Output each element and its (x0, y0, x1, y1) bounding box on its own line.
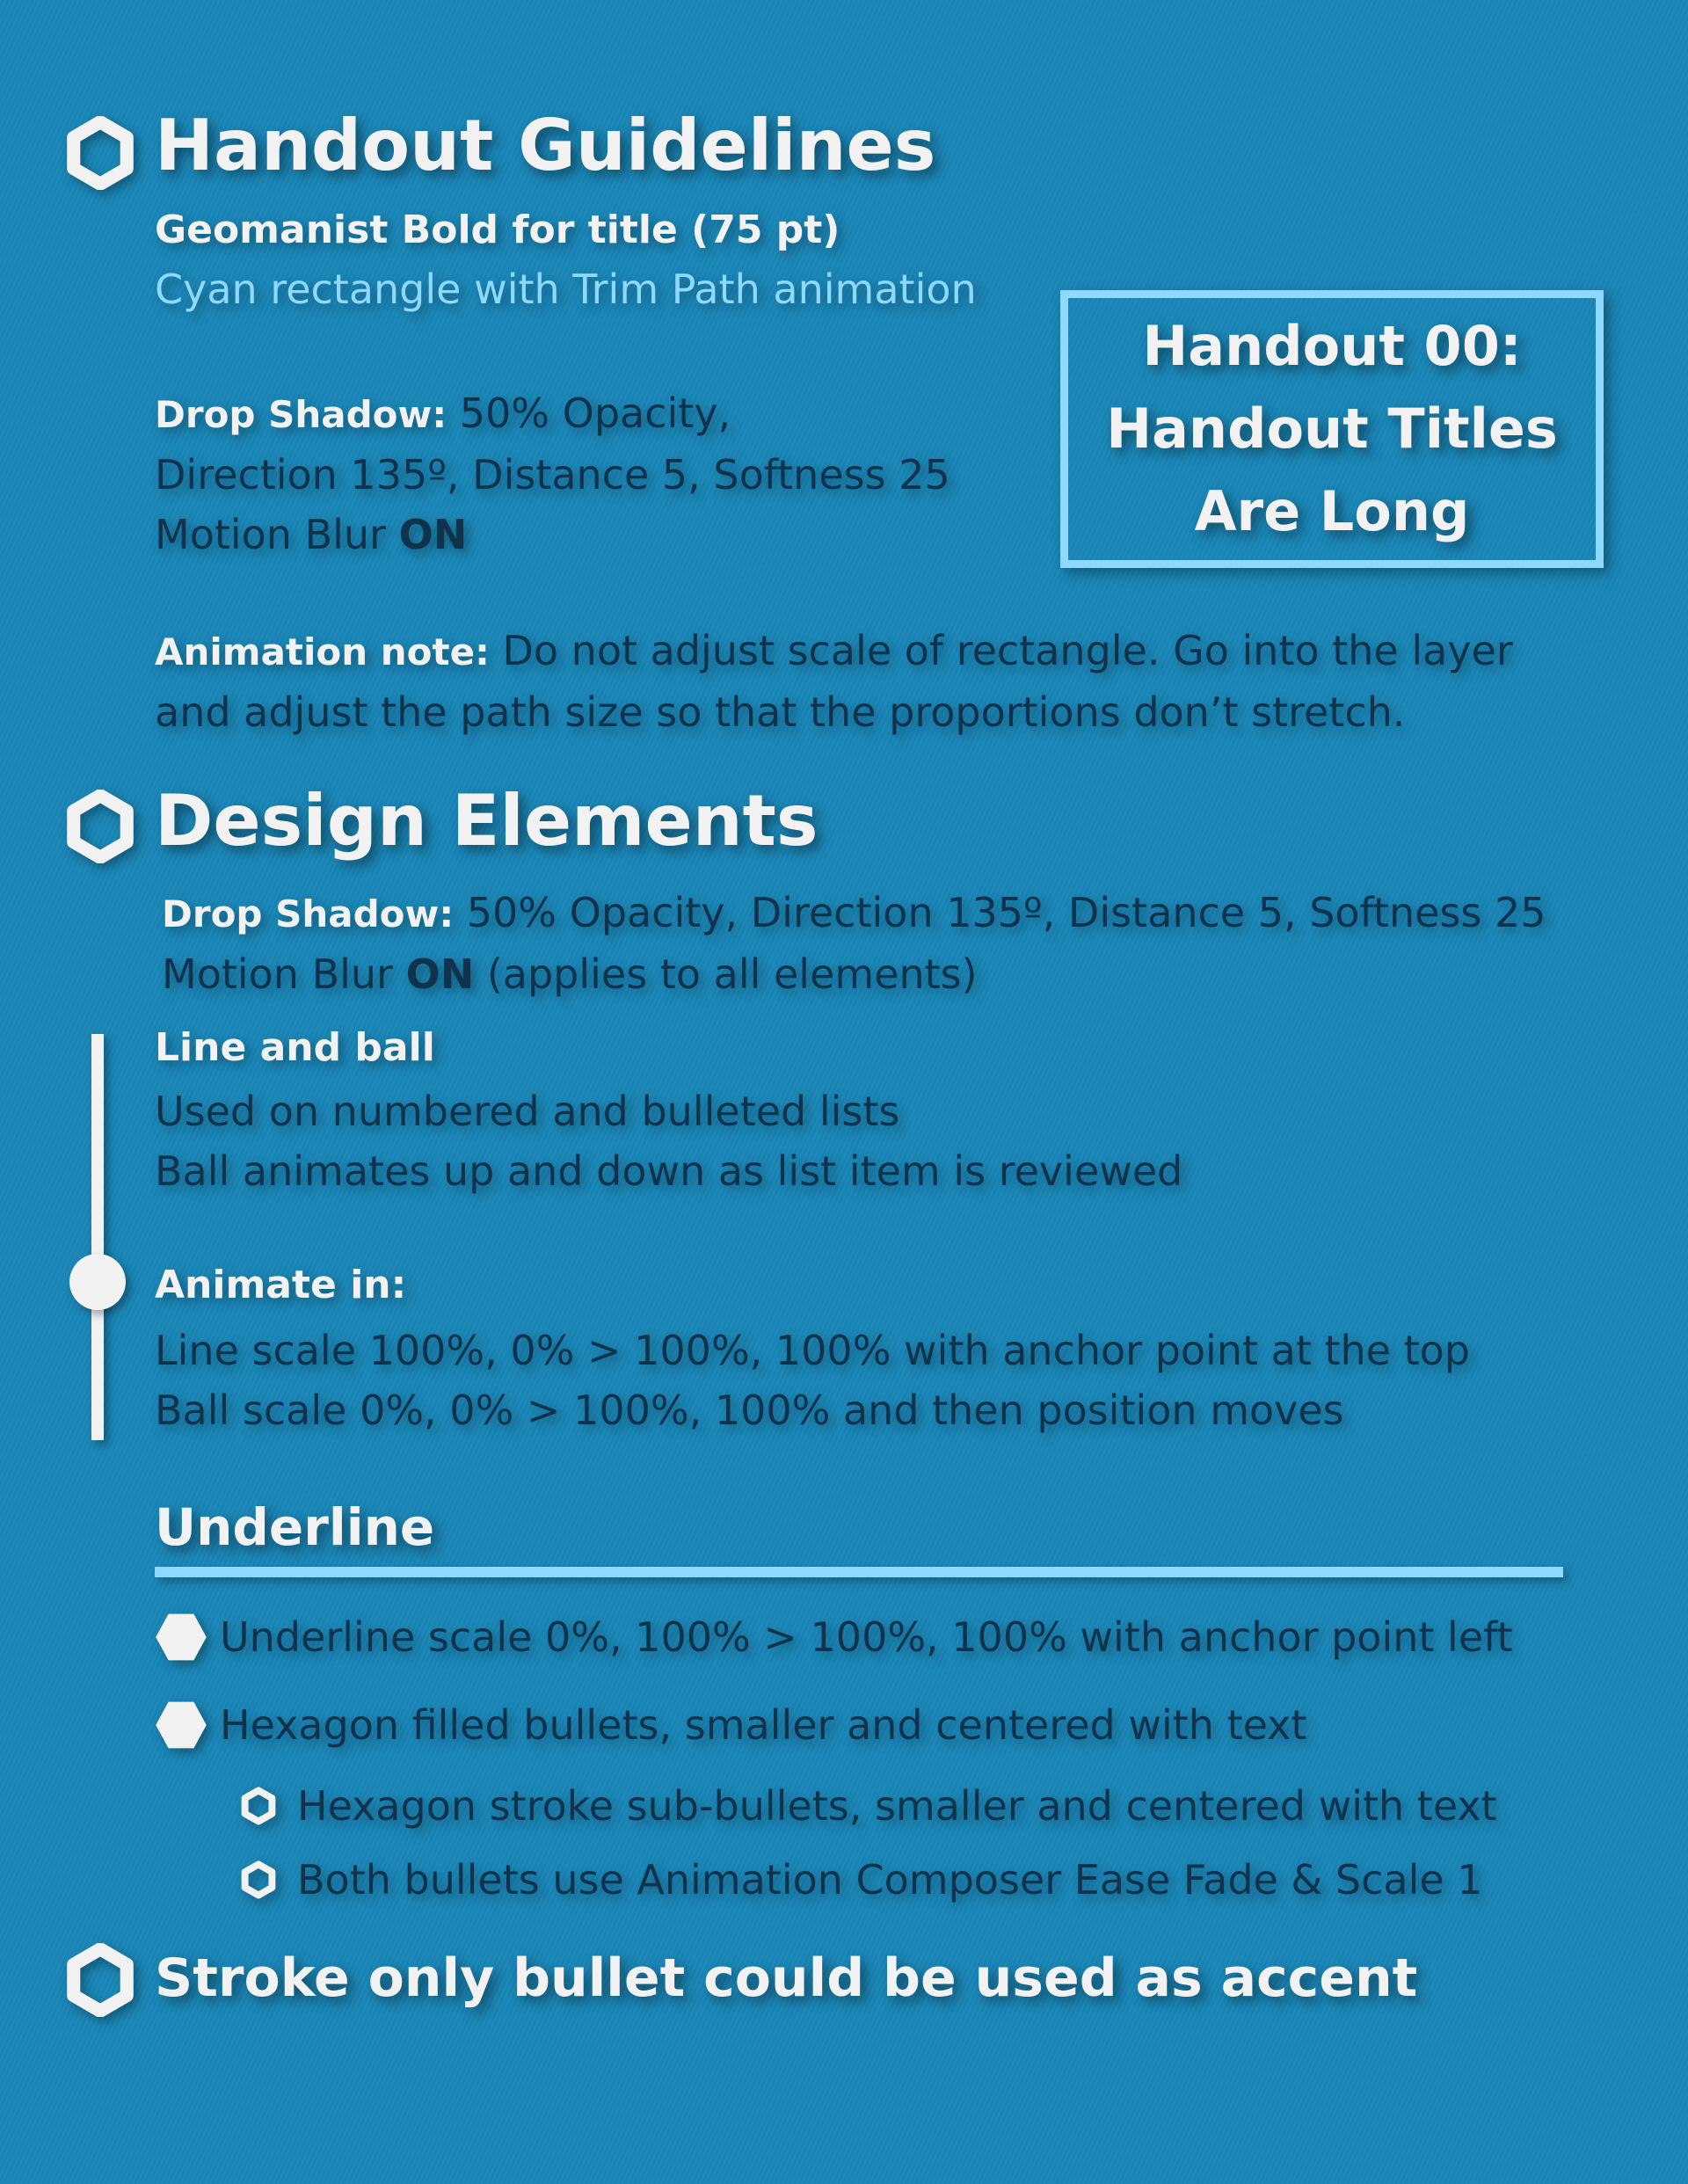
hexagon-stroke-sub-bullet-icon (239, 1860, 278, 1899)
animation-note-text-2: and adjust the path size so that the proportions don’t stretch. (155, 688, 1406, 736)
animate-in-text (155, 1321, 1470, 1440)
underline-sub-bullet-1: Hexagon stroke sub-bullets, smaller and centered with text (297, 1782, 1497, 1830)
line-element (91, 1034, 104, 1440)
cyan-rectangle-note: Cyan rectangle with Trim Path animation (155, 266, 977, 313)
accent-note: Stroke only bullet could be used as accent (155, 1947, 1418, 2009)
underline-bar (155, 1567, 1563, 1577)
underline-bullet-1: Underline scale 0%, 100% > 100%, 100% with anchor point left (220, 1613, 1513, 1661)
ball-element (69, 1254, 126, 1310)
animate-in-label: Animate in: (155, 1263, 407, 1307)
animation-note-text: Do not adjust scale of rectangle. Go into the layer (502, 627, 1513, 674)
animate-in-line-2: Ball scale 0%, 0% > 100%, 100% and then position moves (155, 1387, 1344, 1434)
motion-blur-on: ON (398, 511, 468, 558)
motion-blur-on: ON (405, 950, 475, 998)
hexagon-stroke-sub-bullet-icon (239, 1787, 278, 1825)
design-drop-shadow-spec (162, 883, 1546, 1004)
line-and-ball-text (155, 1081, 1182, 1201)
section-title-design-elements: Design Elements (155, 780, 819, 862)
animation-note (155, 621, 1513, 742)
animation-note-label: Animation note: (155, 630, 490, 673)
title-box-line-2: Handout Titles (1106, 397, 1558, 461)
hexagon-filled-bullet-icon (155, 1613, 207, 1662)
title-box-line-3: Are Long (1194, 479, 1470, 543)
underline-title: Underline (155, 1497, 435, 1557)
line-and-ball-line-2: Ball animates up and down as list item is reviewed (155, 1147, 1183, 1195)
line-and-ball-line-1: Used on numbered and bulleted lists (155, 1088, 900, 1135)
handout-title-box (1060, 290, 1604, 568)
motion-blur-suffix: (applies to all elements) (474, 950, 978, 998)
drop-shadow-value-2: Direction 135º, Distance 5, Softness 25 (155, 451, 950, 499)
drop-shadow-spec (155, 383, 950, 564)
underline-bullet-2: Hexagon filled bullets, smaller and centered with text (220, 1701, 1307, 1749)
underline-sub-bullet-2: Both bullets use Animation Composer Ease Fade & Scale 1 (297, 1856, 1483, 1904)
motion-blur-text: Motion Blur (155, 511, 399, 558)
hexagon-outline-icon (63, 790, 137, 863)
animate-in-line-1: Line scale 100%, 0% > 100%, 100% with anchor point at the top (155, 1327, 1470, 1374)
drop-shadow-label: Drop Shadow: (155, 393, 447, 436)
motion-blur-text: Motion Blur (162, 950, 406, 998)
hexagon-outline-icon (63, 1943, 137, 2017)
hexagon-outline-icon (63, 116, 137, 190)
title-box-line-1: Handout 00: (1142, 314, 1522, 378)
drop-shadow-value: 50% Opacity, (459, 389, 731, 437)
drop-shadow-value: 50% Opacity, Direction 135º, Distance 5, Softness 25 (466, 889, 1546, 936)
hexagon-filled-bullet-icon (155, 1700, 207, 1750)
line-and-ball-label: Line and ball (155, 1025, 435, 1070)
font-spec-line: Geomanist Bold for title (75 pt) (155, 207, 840, 252)
section-title-handout-guidelines: Handout Guidelines (155, 105, 936, 186)
drop-shadow-label: Drop Shadow: (162, 892, 455, 935)
